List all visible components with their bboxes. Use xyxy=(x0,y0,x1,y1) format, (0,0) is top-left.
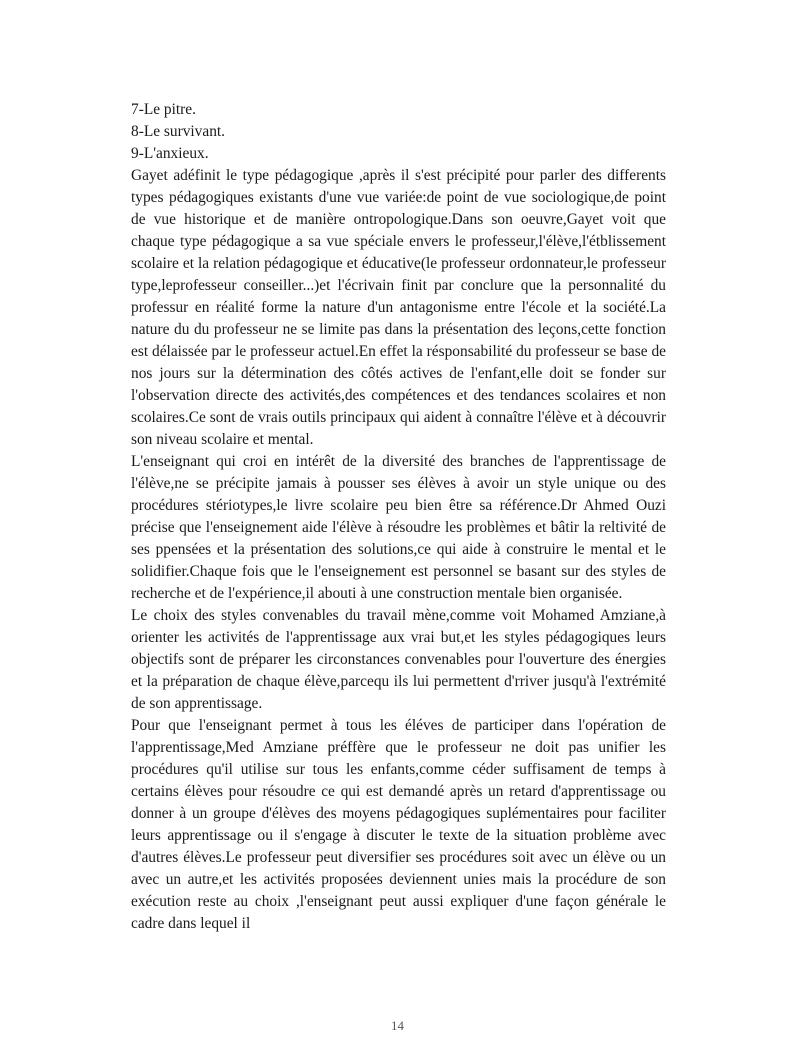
list-item: 8-Le survivant. xyxy=(131,123,226,140)
paragraph-diversity-branches: L'enseignant qui croi en intérêt de la diversité des branches de l'apprentissage de l'élève,ne se précipite jamais à pousser ses élèves à avoir un style unique ou des procédures stériotypes,le livre scolaire peu bien être sa référence.Dr Ahmed Ouzi précise que l'enseignement aide l'élève à résoudre les problèmes et bâtir la reltivité de ses ppensées et la présentation des solutions,ce qui aide à construire le mental et le solidifier.Chaque fois que le l'enseignement est personnel se basant sur des styles de recherche et de l'expérience,il abouti à une construction mentale bien organisée. xyxy=(131,453,666,602)
paragraph-choice-styles: Le choix des styles convenables du travail mène,comme voit Mohamed Amziane,à orienter les activités de l'apprentissage aux vrai but,et les styles pédagogiques leurs objectifs sont de préparer les circonstances convenables pour l'ouverture des énergies et la préparation de chaque élève,parcequ ils lui permettent d'rriver jusqu'à l'extrémité de son apprentissage. xyxy=(131,607,666,712)
list-item: 9-L'anxieux. xyxy=(131,145,209,162)
paragraph-participation: Pour que l'enseignant permet à tous les éléves de participer dans l'opération de l'apprentissage,Med Amziane préffère que le professeur ne doit pas unifier les procédures qu'il utilise sur tous les enfants,comme céder suffisament de temps à certains élèves pour résoudre ce qui est demandé après un retard d'apprentissage ou donner à un groupe d'élèves des moyens pédagogiques suplémentaires pour faciliter leurs apprentissage ou il s'engage à discuter le texte de la situation problème avec d'autres élèves.Le professeur peut diversifier ses procédures soit avec un élève ou un avec un autre,et les activités proposées deviennent unies mais la procédure de son exécution reste au choix ,l'enseignant peut aussi expliquer d'une façon générale le cadre dans lequel il xyxy=(131,717,666,932)
page-number: 14 xyxy=(391,1018,404,1033)
paragraph-gayet-types: Gayet adéfinit le type pédagogique ,après il s'est précipité pour parler des differents types pédagogiques existants d'une vue variée:de point de vue sociologique,de point de vue historique et de manière ontropologique.Dans son oeuvre,Gayet voit que chaque type pédagogique a sa vue spéciale envers le professeur,l'élève,l'étblissement scolaire et la relation pédagogique et éducative(le professeur ordonnateur,le professeur type,leprofesseur conseiller...)et l'écrivain finit par conclure que la personnalité du professur en réalité forme la nature d'un antagonisme entre l'école et la société.La nature du du professeur ne se limite pas dans la présentation des leçons,cette fonction est délaissée par le professeur actuel.En effet la résponsabilité du professeur se base de nos jours sur la détermination des côtés actives de l'enfant,elle doit se fonder sur l'observation directe des activités,des compétences et des tendances scolaires et non scolaires.Ce sont de vrais outils principaux qui aident à connaître l'élève et à découvrir son niveau scolaire et mental. xyxy=(131,167,666,448)
list-item: 7-Le pitre. xyxy=(131,101,196,118)
page-body xyxy=(131,99,666,935)
